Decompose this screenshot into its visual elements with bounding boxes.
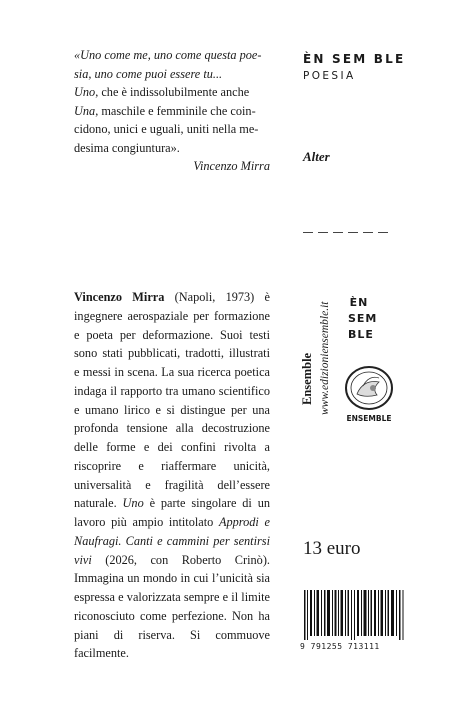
- series-name: Alter: [303, 149, 330, 164]
- price: 13 euro: [303, 538, 361, 559]
- publisher-brand: ÈN SEM BLE: [303, 52, 406, 66]
- ensemble-badge-icon: [343, 364, 395, 412]
- publisher-name-vertical: Ensemble: [300, 352, 314, 405]
- ensemble-logo: ÈN SEM BLE: [348, 296, 378, 341]
- quote-line: sia, uno come puoi essere tu...: [74, 66, 223, 81]
- barcode-digits: 9 791255 713111: [300, 642, 380, 651]
- quote-line: Una, maschile e femminile che coin-: [74, 103, 256, 118]
- badge-label: ENSEMBLE: [346, 414, 392, 423]
- quote-line: cidono, unici e uguali, uniti nella me-: [74, 122, 259, 136]
- barcode: [304, 590, 406, 640]
- quote-author: Vincenzo Mirra: [193, 159, 270, 173]
- back-cover-quote: [74, 46, 270, 176]
- quote-line: Uno, che è indissolubilmente anche: [74, 85, 250, 99]
- quote-line: desima congiuntura».: [74, 140, 180, 155]
- collection-name: POESIA: [303, 70, 356, 82]
- quote-line: «Uno come me, uno come questa poe-: [74, 48, 262, 62]
- publisher-website: www.edizioniensemble.it: [319, 301, 331, 415]
- author-biography: Vincenzo Mirra (Napoli, 1973) è ingegnere aerospaziale per formazione e poeta per deformazione. Suoi testi sono stati pubblicati, tradotti, illustrati e messi in scena. La sua ricerca poetica indaga il rapporto tra umano scientifico e umano lirico e si distingue per una profonda tensione alla decostruzione delle forme e dei confini rivolta a riscoprire e riaffermare unicità, universalità e fragilità dell’essere naturale. Uno è parte singolare di un lavoro più ampio intitolato Approdi e Naufragi. Canti e cammini per sentirsi vivi (2026, con Roberto Crinò). Immagina un mondo in cui l’unicità sia espressa e valorizzata sempre e il limite riconosciuto come perfezione. Non ha piani di riserva. Si commuove facilmente.: [74, 290, 271, 661]
